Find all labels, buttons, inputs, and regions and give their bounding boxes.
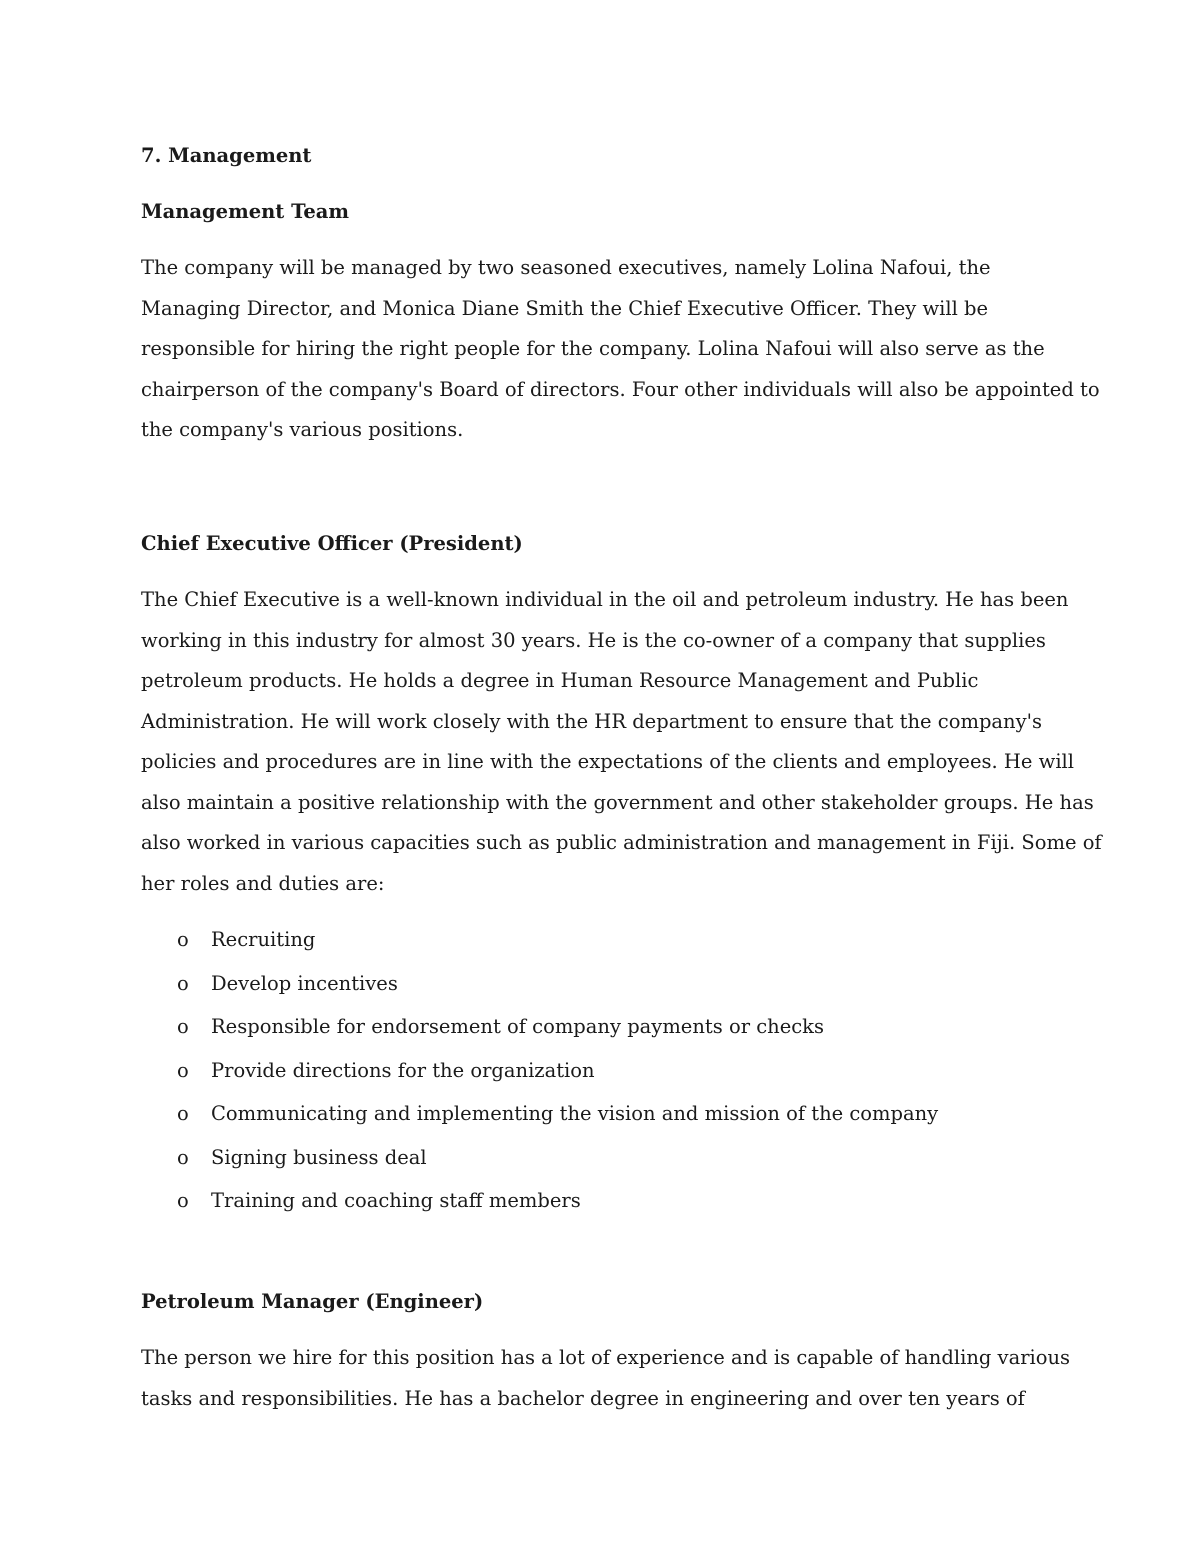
paragraph-line: petroleum products. He holds a degree in Human Resource Management and Public — [141, 669, 979, 692]
list-item — [141, 1189, 1041, 1233]
section-title: 7. Management — [141, 144, 312, 167]
paragraph-line: chairperson of the company's Board of directors. Four other individuals will also be appointed to — [141, 377, 1100, 401]
paragraph-line: responsible for hiring the right people for the company. Lolina Nafoui will also serve as the — [141, 337, 1045, 360]
list-item — [141, 1102, 1041, 1146]
petroleum-manager-heading: Petroleum Manager (Engineer) — [141, 1290, 484, 1313]
paragraph-line: also worked in various capacities such as public administration and management in Fiji. Some of — [141, 831, 1102, 854]
list-item-text: Recruiting — [211, 928, 316, 951]
list-item — [141, 1015, 1041, 1059]
list-item-text: Responsible for endorsement of company payments or checks — [211, 1015, 824, 1038]
bullet-icon: o — [177, 1145, 189, 1169]
paragraph-line: tasks and responsibilities. He has a bachelor degree in engineering and over ten years of — [141, 1386, 1025, 1410]
paragraph-line: her roles and duties are: — [141, 871, 385, 895]
ceo-paragraph — [141, 588, 1102, 912]
paragraph-line: policies and procedures are in line with the expectations of the clients and employees. He will — [141, 750, 1075, 773]
management-team-paragraph — [141, 256, 1100, 459]
list-item-text: Training and coaching staff members — [211, 1189, 581, 1212]
list-item — [141, 1146, 1041, 1190]
list-item-text: Develop incentives — [211, 971, 398, 995]
bullet-icon: o — [177, 1015, 189, 1038]
list-item-text: Communicating and implementing the vision and mission of the company — [211, 1102, 939, 1125]
paragraph-line: Managing Director, and Monica Diane Smith the Chief Executive Officer. They will be — [141, 296, 989, 320]
paragraph-line: the company's various positions. — [141, 418, 464, 441]
bullet-icon: o — [177, 1189, 189, 1212]
paragraph-line: working in this industry for almost 30 years. He is the co-owner of a company that supplies — [141, 628, 1046, 652]
paragraph-line: The person we hire for this position has a lot of experience and is capable of handling various — [141, 1346, 1071, 1369]
bullet-icon: o — [177, 1102, 189, 1125]
list-item — [141, 1059, 1041, 1103]
list-item — [141, 928, 1041, 972]
paragraph-line: also maintain a positive relationship with the government and other stakeholder groups. He has — [141, 790, 1094, 814]
paragraph-line: The company will be managed by two seasoned executives, namely Lolina Nafoui, the — [141, 256, 991, 279]
bullet-icon: o — [177, 928, 189, 951]
ceo-heading: Chief Executive Officer (President) — [141, 532, 523, 555]
management-team-heading: Management Team — [141, 200, 350, 223]
bullet-icon: o — [177, 971, 189, 995]
list-item-text: Signing business deal — [211, 1145, 427, 1169]
bullet-icon: o — [177, 1058, 189, 1082]
list-item-text: Provide directions for the organization — [211, 1058, 595, 1082]
petroleum-manager-paragraph — [141, 1346, 1071, 1427]
list-item — [141, 972, 1041, 1016]
paragraph-line: Administration. He will work closely with the HR department to ensure that the company's — [141, 709, 1042, 733]
paragraph-line: The Chief Executive is a well-known individual in the oil and petroleum industry. He has been — [141, 588, 1069, 611]
ceo-duties-list — [141, 928, 1041, 1233]
